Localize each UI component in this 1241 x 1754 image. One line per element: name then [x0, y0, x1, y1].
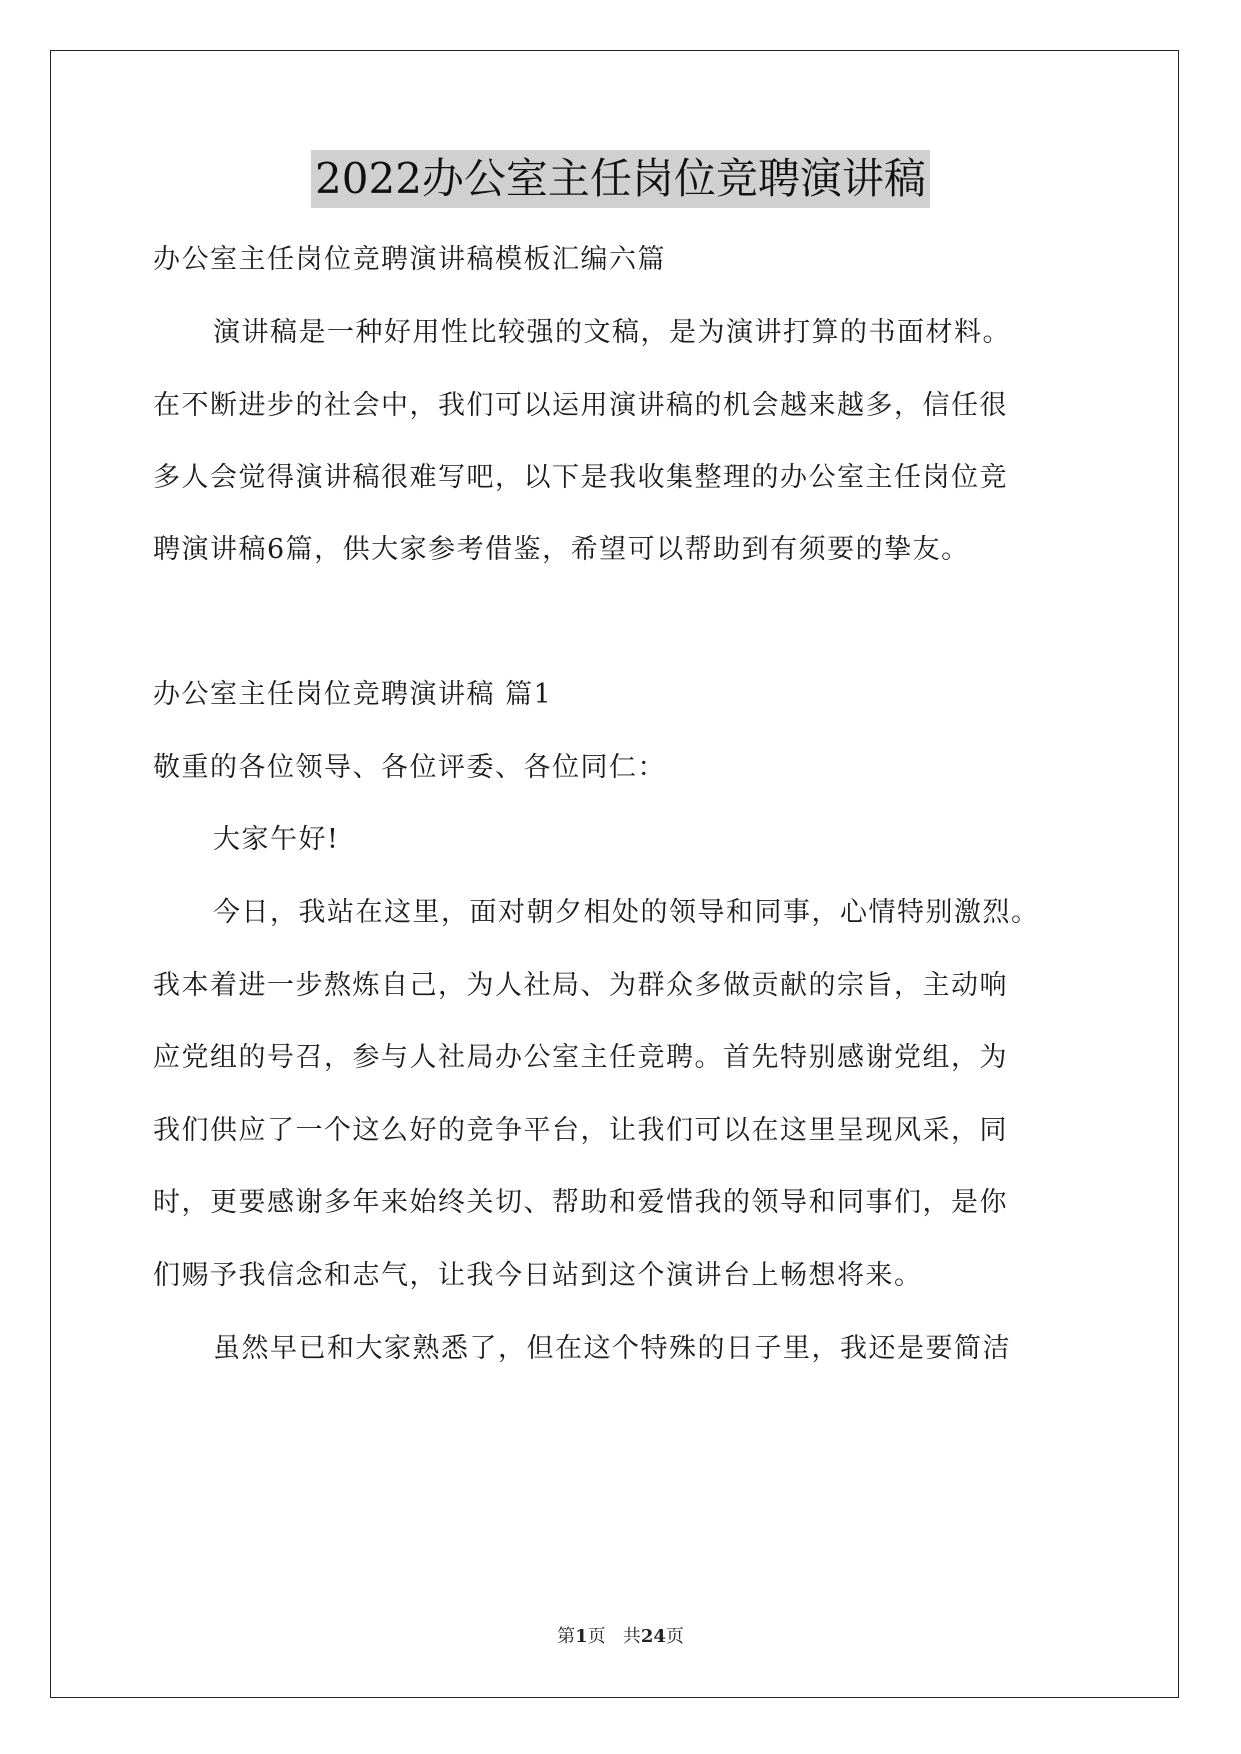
body-line-5: 时，更要感谢多年来始终关切、帮助和爱惜我的领导和同事们，是你	[153, 1187, 1008, 1218]
section-heading: 办公室主任岗位竞聘演讲稿 篇1	[153, 679, 553, 710]
body-line-4: 我们供应了一个这么好的竞争平台，让我们可以在这里呈现风采，同	[153, 1115, 1008, 1146]
intro-line-4: 聘演讲稿6篇，供大家参考借鉴，希望可以帮助到有须要的挚友。	[153, 534, 970, 565]
body-line-3: 应党组的号召，参与人社局办公室主任竞聘。首先特别感谢党组，为	[153, 1042, 1008, 1073]
page-footer	[0, 1622, 1241, 1648]
body-line-7: 虽然早已和大家熟悉了，但在这个特殊的日子里，我还是要简洁	[213, 1333, 1011, 1364]
total-pages: 24	[640, 1626, 666, 1647]
page-suffix: 页	[587, 1626, 606, 1647]
page-border	[50, 50, 1179, 1698]
title-container	[0, 150, 1241, 208]
body-line-1: 今日，我站在这里，面对朝夕相处的领导和同事，心情特别激烈。	[213, 897, 1040, 928]
total-suffix: 页	[665, 1626, 684, 1647]
document-subtitle: 办公室主任岗位竞聘演讲稿模板汇编六篇	[153, 244, 666, 275]
page-prefix: 第	[557, 1626, 576, 1647]
page-number: 1	[575, 1626, 588, 1647]
intro-line-2: 在不断进步的社会中，我们可以运用演讲稿的机会越来越多，信任很	[153, 390, 1008, 421]
intro-line-3: 多人会觉得演讲稿很难写吧，以下是我收集整理的办公室主任岗位竞	[153, 462, 1008, 493]
body-line-6: 们赐予我信念和志气，让我今日站到这个演讲台上畅想将来。	[153, 1260, 923, 1291]
document-title: 2022办公室主任岗位竞聘演讲稿	[311, 150, 930, 208]
body-line-2: 我本着进一步熬炼自己，为人社局、为群众多做贡献的宗旨，主动响	[153, 970, 1008, 1001]
greeting: 大家午好!	[213, 824, 340, 855]
total-prefix: 共	[622, 1626, 641, 1647]
intro-line-1: 演讲稿是一种好用性比较强的文稿，是为演讲打算的书面材料。	[213, 317, 1011, 348]
salutation: 敬重的各位领导、各位评委、各位同仁：	[153, 752, 666, 783]
